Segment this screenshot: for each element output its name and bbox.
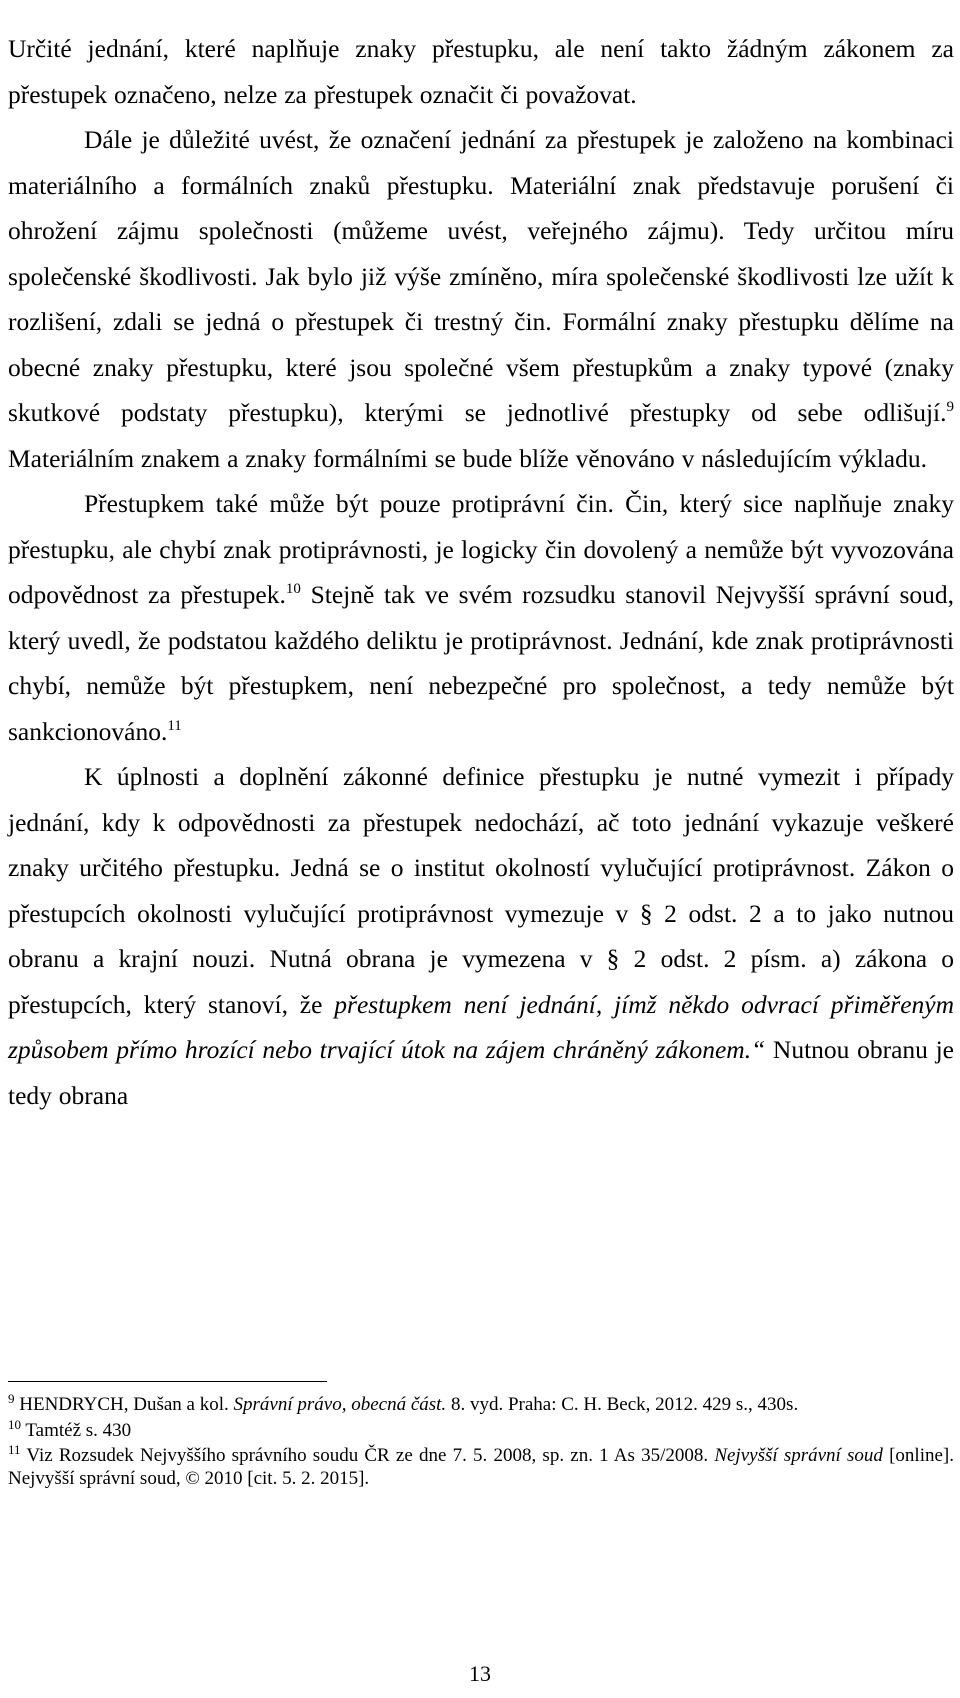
footnote-11: [8, 1442, 954, 1490]
paragraph-3-text-b: Stejně tak ve svém rozsudku stanovil Nejvyšší správní soud, který uvedl, že podstatou každého deliktu je protiprávnost. Jednání, kde znak protiprávnosti chybí, nemůže být přestupkem, není nebezpečné pro společnost, a tedy nemůže být sankcionováno.: [8, 580, 954, 746]
paragraph-4-text-b: Nutnou obranu je tedy obrana: [8, 1035, 954, 1110]
footnote-9-title: Správní právo, obecná část.: [233, 1394, 447, 1415]
footnote-11-title: Nejvyšší správní soud: [714, 1445, 883, 1466]
footnote-10-text: Tamtéž s. 430: [21, 1419, 132, 1441]
footnote-11-text-a: Viz Rozsudek Nejvyššího správního soudu ČR ze dne 7. 5. 2008, sp. zn. 1 As 35/2008.: [20, 1445, 715, 1466]
paragraph-3: [8, 481, 954, 754]
footnote-9-text-b: 8. vyd. Praha: C. H. Beck, 2012. 429 s., 430s.: [446, 1394, 799, 1415]
paragraph-2: [8, 117, 954, 481]
footnote-ref-9[interactable]: 9: [946, 399, 954, 415]
page-number: 13: [469, 1661, 491, 1686]
paragraph-1: [8, 26, 954, 117]
paragraph-3-text-a: Přestupkem také může být pouze protiprávní čin. Čin, který sice naplňuje znaky přestupku, ale chybí znak protiprávnosti, je logicky čin dovolený a nemůže být vyvozována odpovědnost za přestupek.: [8, 489, 954, 609]
footnote-ref-10[interactable]: 10: [285, 581, 301, 597]
footnote-ref-11[interactable]: 11: [167, 717, 182, 734]
footnote-10-number: 10: [8, 1416, 21, 1432]
paragraph-4: [8, 754, 954, 1118]
footnote-9-number: 9: [8, 1391, 15, 1406]
footnotes: [8, 1391, 954, 1493]
body-text: [8, 26, 954, 1118]
footnote-9-text-a: HENDRYCH, Dušan a kol.: [14, 1394, 234, 1415]
paragraph-2-text-b: Materiálním znakem a znaky formálními se bude blíže věnováno v následujícím výkladu.: [8, 443, 927, 473]
footnote-11-number: 11: [8, 1442, 21, 1457]
footnote-9: [8, 1391, 954, 1417]
paragraph-2-text-a: Dále je důležité uvést, že označení jednání za přestupek je založeno na kombinaci materiálního a formálních znaků přestupku. Materiální znak představuje porušení či ohrožení zájmu společnosti (můžeme uvést, veřejného zájmu). Tedy určitou míru společenské škodlivosti. Jak bylo již výše zmíněno, míra společenské škodlivosti lze užít k rozlišení, zdali se jedná o přestupek či trestný čin. Formální znaky přestupku dělíme na obecné znaky přestupku, které jsou společné všem přestupkům a znaky typové (znaky skutkové podstaty přestupku), kterými se jednotlivé přestupky od sebe odlišují.: [8, 125, 954, 427]
paragraph-4-quote: přestupkem není jednání, jímž někdo odvrací přiměřeným způsobem přímo hrozící nebo trvající útok na zájem chráněný zákonem.“: [8, 989, 955, 1064]
footnote-11-text-b: [online]. Nejvyšší správní soud, © 2010 [cit. 5. 2. 2015].: [8, 1445, 954, 1489]
paragraph-1-text: Určité jednání, které naplňuje znaky přestupku, ale není takto žádným zákonem za přestupek označeno, nelze za přestupek označit či považovat.: [8, 34, 954, 109]
paragraph-4-text-a: K úplnosti a doplnění zákonné definice přestupku je nutné vymezit i případy jednání, kdy k odpovědnosti za přestupek nedochází, ač toto jednání vykazuje veškeré znaky určitého přestupku. Jedná se o institut okolností vylučující protiprávnost. Zákon o přestupcích okolnosti vylučující protiprávnost vymezuje v § 2 odst. 2 a to jako nutnou obranu a krajní nouzi. Nutná obrana je vymezena v § 2 odst. 2 písm. a) zákona o přestupcích, který stanoví, že: [8, 762, 954, 1019]
footnote-10: [8, 1416, 954, 1443]
footnote-separator: [8, 1381, 327, 1382]
